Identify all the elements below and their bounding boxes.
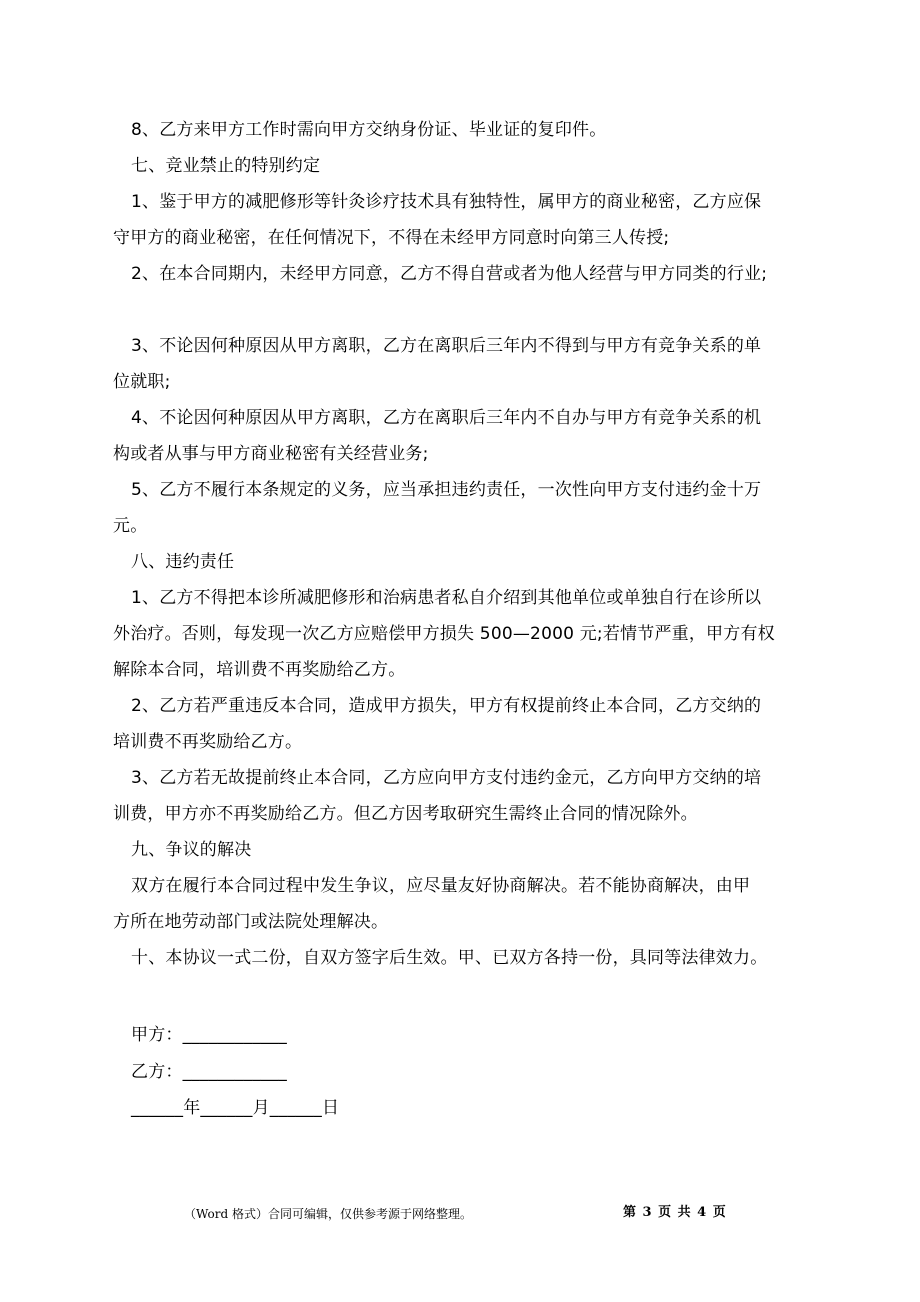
clause-8-1-line-3: 解除本合同，培训费不再奖励给乙方。 [113, 660, 406, 680]
section-8-heading: 八、违约责任 [131, 552, 235, 572]
clause-7-1-line-2: 守甲方的商业秘密，在任何情况下，不得在未经甲方同意时向第三人传授; [113, 228, 670, 248]
clause-9-line-1: 双方在履行本合同过程中发生争议，应尽量友好协商解决。若不能协商解决，由甲 [131, 876, 751, 896]
clause-7-3-line-1: 3、不论因何种原因从甲方离职，乙方在离职后三年内不得到与甲方有竞争关系的单 [131, 336, 762, 356]
party-a-signature-line: 甲方：____________ [131, 1025, 287, 1045]
party-b-signature-line: 乙方：____________ [131, 1062, 287, 1082]
section-7-heading: 七、竞业禁止的特别约定 [131, 156, 321, 176]
clause-8-1-line-2: 外治疗。否则，每发现一次乙方应赔偿甲方损失 500—2000 元;若情节严重，甲方有权 [113, 624, 775, 644]
clause-8-line: 8、乙方来甲方工作时需向甲方交纳身份证、毕业证的复印件。 [131, 120, 607, 140]
clause-7-5-line-2: 元。 [113, 516, 148, 536]
clause-7-4-line-1: 4、不论因何种原因从甲方离职，乙方在离职后三年内不自办与甲方有竞争关系的机 [131, 408, 762, 428]
clause-8-2-line-1: 2、乙方若严重违反本合同，造成甲方损失，甲方有权提前终止本合同，乙方交纳的 [131, 696, 762, 716]
section-10-line: 十、本协议一式二份，自双方签字后生效。甲、已双方各持一份，具同等法律效力。 [131, 948, 768, 968]
clause-8-2-line-2: 培训费不再奖励给乙方。 [113, 732, 303, 752]
signature-date-line: ______年______月______日 [131, 1098, 340, 1118]
clause-8-3-line-1: 3、乙方若无故提前终止本合同，乙方应向甲方支付违约金元，乙方向甲方交纳的培 [131, 768, 762, 788]
clause-9-line-2: 方所在地劳动部门或法院处理解决。 [113, 912, 389, 932]
clause-7-3-line-2: 位就职; [113, 372, 171, 392]
clause-7-4-line-2: 构或者从事与甲方商业秘密有关经营业务; [113, 444, 429, 464]
clause-8-1-line-1: 1、乙方不得把本诊所减肥修形和治病患者私自介绍到其他单位或单独自行在诊所以 [131, 588, 762, 608]
clause-7-2-line-1: 2、在本合同期内，未经甲方同意，乙方不得自营或者为他人经营与甲方同类的行业; [131, 264, 768, 284]
clause-8-3-line-2: 训费，甲方亦不再奖励给乙方。但乙方因考取研究生需终止合同的情况除外。 [113, 804, 698, 824]
clause-7-5-line-1: 5、乙方不履行本条规定的义务，应当承担违约责任，一次性向甲方支付违约金十万 [131, 480, 762, 500]
page-number: 第 3 页 共 4 页 [623, 1205, 727, 1220]
section-9-heading: 九、争议的解决 [131, 840, 252, 860]
footer-note: （Word 格式）合同可编辑，仅供参考源于网络整理。 [184, 1207, 472, 1221]
clause-7-1-line-1: 1、鉴于甲方的减肥修形等针灸诊疗技术具有独特性，属甲方的商业秘密，乙方应保 [131, 192, 762, 212]
